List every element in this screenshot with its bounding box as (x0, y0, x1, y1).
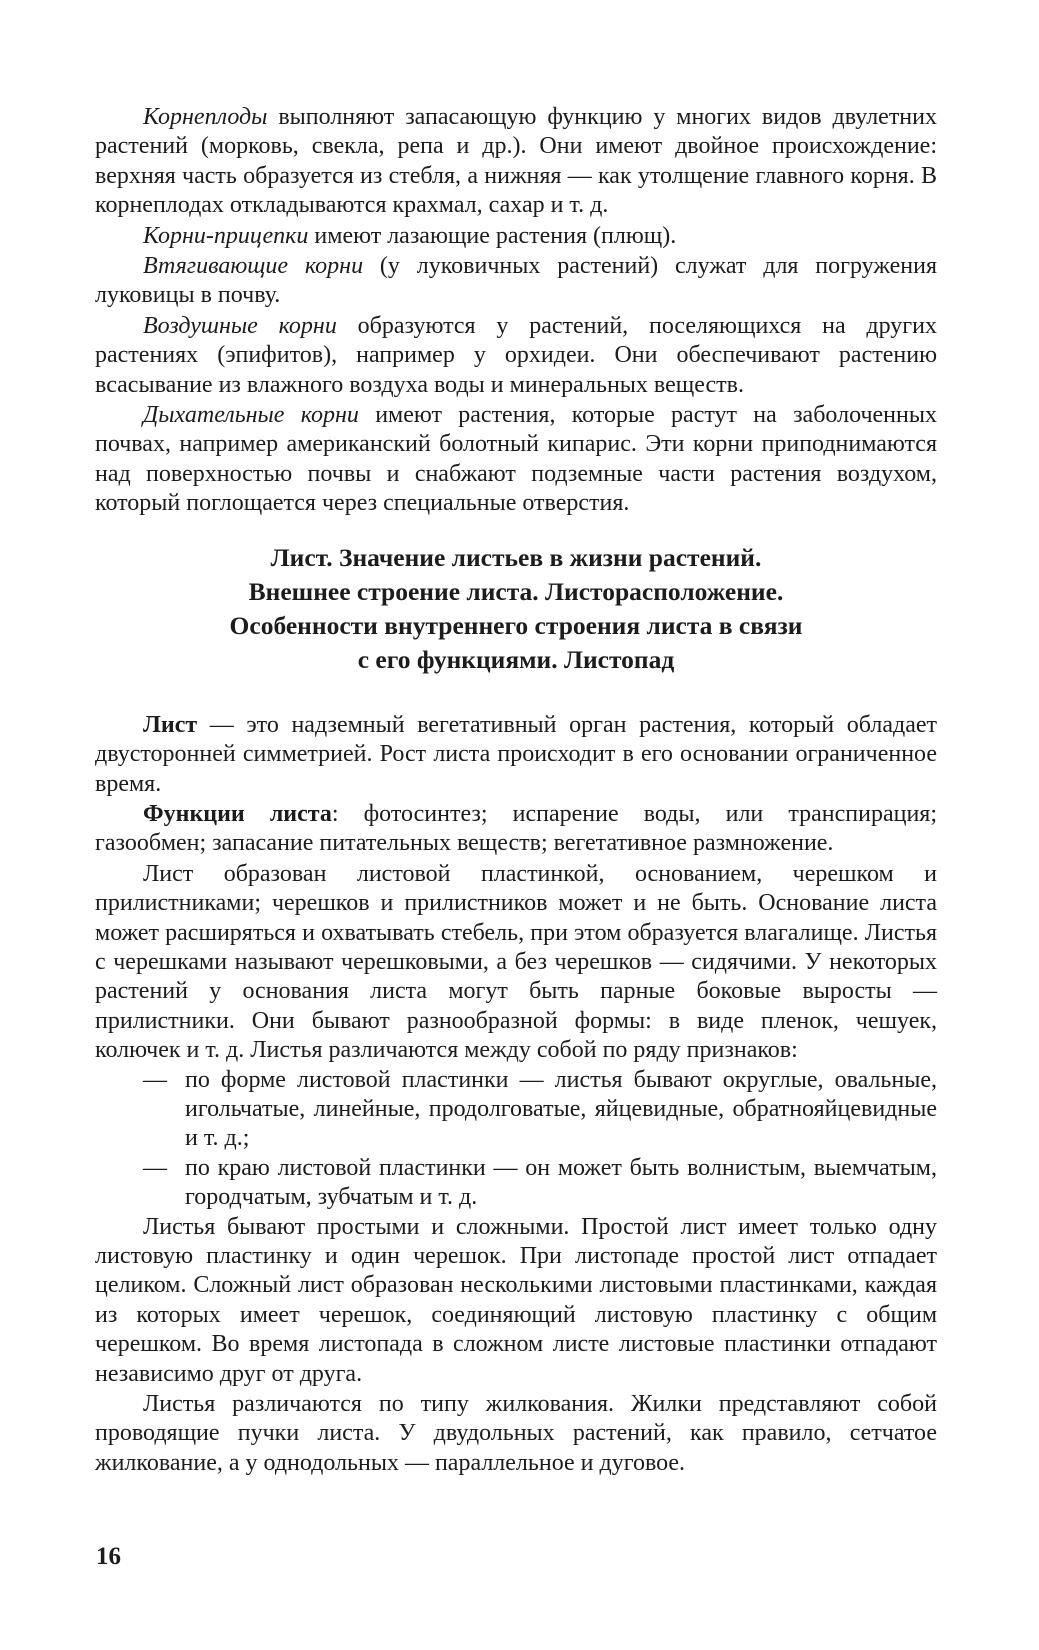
list-dash: — (143, 1066, 167, 1093)
term-aerial-roots: Воздушные корни (143, 312, 337, 339)
paragraph-simple-compound-leaves: Листья бывают простыми и сложными. Простой лист имеет только одну листовую пластинку и один черешок. При листопаде простой лист отпадает целиком. Сложный лист образован несколькими листовыми пластинками, каждая из которых имеет черешок, соединяющий листовую пластинку с общим черешком. Во время листопада в сложном листе листовые пластинки отпадают независимо друг от друга. (95, 1213, 937, 1387)
term-root-crops: Корнеплоды (143, 104, 268, 130)
paragraph-text: имеют лазающие растения (плющ). (308, 222, 677, 249)
paragraph-root-crops (95, 103, 937, 221)
paragraph-leaf-functions (95, 800, 937, 859)
leaf-features-list (95, 1066, 937, 1213)
paragraph-contractile-roots (95, 252, 937, 311)
paragraph-text: — это надземный вегетативный орган растения, который обладает двусторонней симметрией. Рост листа происходит в его основании ограниченное время. (95, 711, 937, 797)
paragraph-text: : фотосинтез; испарение воды, или транспирация; газообмен; запасание питательных веществ; вегетативное размножение. (95, 800, 938, 857)
list-item-text: по краю листовой пластинки — он может быть волнистым, выемчатым, городчатым, зубчатым и т. д. (185, 1154, 937, 1211)
paragraph-clinging-roots (95, 222, 937, 251)
term-leaf: Лист (143, 711, 198, 738)
page-number: 16 (96, 1543, 121, 1570)
paragraph-text: выполняют запасающую функцию у многих видов двулетних растений (морковь, свекла, репа и др.). Они имеют двойное происхождение: верхняя часть образуется из стебля, а нижняя — как утолщение главного корня. В корнеплодах откладываются крахмал, сахар и т. д. (95, 104, 937, 219)
paragraph-leaf-definition (95, 711, 937, 799)
paragraph-venation: Листья различаются по типу жилкования. Жилки представляют собой проводящие пучки листа. У двудольных растений, как правило, сетчатое жилкование, а у однодольных — параллельное и дуговое. (95, 1391, 937, 1476)
term-leaf-functions: Функции листа (143, 800, 332, 827)
list-dash: — (143, 1154, 167, 1181)
page-content (95, 103, 937, 1478)
paragraph-aerial-roots (95, 312, 937, 400)
list-item (95, 1154, 937, 1213)
paragraph-text: имеют растения, которые растут на заболоченных почвах, например американский болотный кипарис. Эти корни приподнимаются над поверхностью почвы и снабжают подземные части растения воздухом, который поглощается через специальные отверстия. (95, 402, 937, 517)
list-item-text: по форме листовой пластинки — листья бывают округлые, овальные, игольчатые, линейные, продолговатые, яйцевидные, обратнояйцевидные и т. д.; (185, 1066, 937, 1152)
list-item (95, 1066, 937, 1154)
paragraph-text: (у луковичных растений) служат для погружения луковицы в почву. (95, 253, 937, 309)
term-contractile-roots: Втягивающие корни (143, 253, 364, 280)
term-breathing-roots: Дыхательные корни (143, 402, 359, 429)
paragraph-breathing-roots (95, 401, 937, 519)
heading-line: с его функциями. Листопад (357, 644, 675, 674)
heading-line: Лист. Значение листьев в жизни растений. (270, 542, 762, 572)
paragraph-text: образуются у растений, поселяющихся на других растениях (эпифитов), например у орхидеи. Они обеспечивают растению всасывание из влажного воздуха воды и минеральных веществ. (95, 312, 937, 398)
section-heading (95, 541, 937, 677)
term-clinging-roots: Корни-прицепки (143, 222, 309, 249)
heading-line: Внешнее строение листа. Листорасположение. (248, 576, 784, 606)
heading-line: Особенности внутреннего строения листа в связи (229, 610, 803, 640)
paragraph-leaf-structure: Лист образован листовой пластинкой, основанием, черешком и прилистниками; черешков и прилистников может и не быть. Основание листа может расширяться и охватывать стебель, при этом образуется влагалище. Листья с черешками называют черешковыми, а без черешков — сидячими. У некоторых растений у основания листа могут быть парные боковые выросты — прилистники. Они бывают разнообразной формы: в виде пленок, чешуек, колючек и т. д. Листья различаются между собой по ряду признаков: (95, 860, 937, 1064)
